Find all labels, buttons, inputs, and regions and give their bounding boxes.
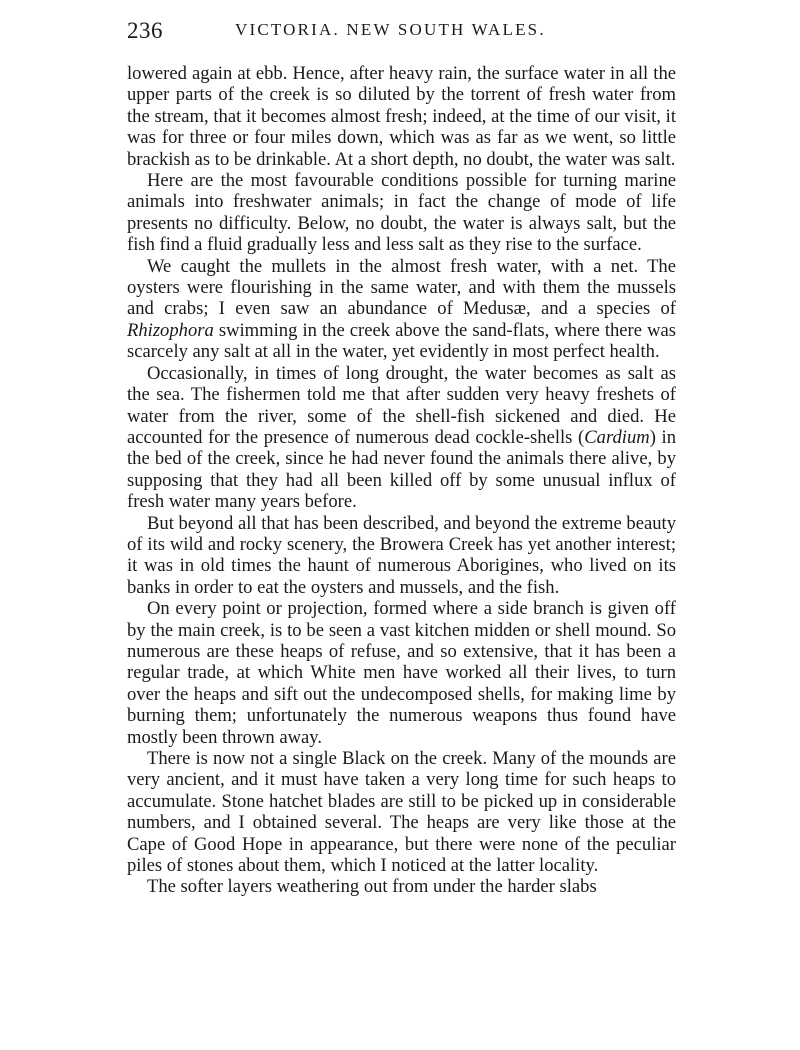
paragraph-5: But beyond all that has been described, and beyond the extreme beauty of its wild and rocky scenery, the Browera Creek has yet another interest; it was in old times the haunt of numerous Aborigines, who lived on its banks in order to eat the oysters and mussels, and the fish. [127,512,676,598]
paragraph-2: Here are the most favourable conditions possible for turning marine animals into freshwater animals; in fact the change of mode of life presents no difficulty. Below, no doubt, the water is always salt, but the fish find a fluid gradually less and less salt as they rise to the surface. [127,170,676,256]
paragraph-6: On every point or projection, formed where a side branch is given off by the main creek, is to be seen a vast kitchen midden or shell mound. So numerous are these heaps of refuse, and so extensive, that it has been a regular trade, at which White men have worked all their lives, to turn over the heaps and sift out the undecomposed shells, for making lime by burning them; unfortunately the numerous weapons thus found have mostly been thrown away. [127,598,676,748]
paragraph-4: Occasionally, in times of long drought, the water becomes as salt as the sea. The fishermen told me that after sudden very heavy freshets of water from the river, some of the shell-fish sickened and died. He accounted for the presence of numerous dead cockle-shells (Cardium) in the bed of the creek, since he had never found the animals there alive, by supposing that they had all been killed off by some unusual influx of fresh water many years before. [127,362,677,513]
page-number: 236 [127,18,163,43]
paragraph-3: We caught the mullets in the almost fresh water, with a net. The oysters were flourishing in the same water, and with them the mussels and crabs; I even saw an abundance of Medusæ, and a species of Rhizophora swimming in the creek above the sand-flats, where there was scarcely any salt at all in the water, yet evidently in most perfect health. [127,255,676,363]
book-page [127,14,676,898]
paragraph-1: lowered again at ebb. Hence, after heavy rain, the surface water in all the upper parts of the creek is so diluted by the torrent of fresh water from the stream, that it becomes almost fresh; indeed, at the time of our visit, it was for three or four miles down, which was as far as we went, so little brackish as to be drinkable. At a short depth, no doubt, the water was salt. [127,63,676,170]
body-text [127,63,676,898]
running-head: VICTORIA. NEW SOUTH WALES. [235,20,546,39]
page-header [127,14,676,48]
paragraph-8: The softer layers weathering out from under the harder slabs [147,876,597,898]
paragraph-7: There is now not a single Black on the creek. Many of the mounds are very ancient, and it must have taken a very long time for such heaps to accumulate. Stone hatchet blades are still to be picked up in considerable numbers, and I obtained several. The heaps are very like those at the Cape of Good Hope in appearance, but there were none of the peculiar piles of stones about them, which I noticed at the latter locality. [127,748,676,877]
